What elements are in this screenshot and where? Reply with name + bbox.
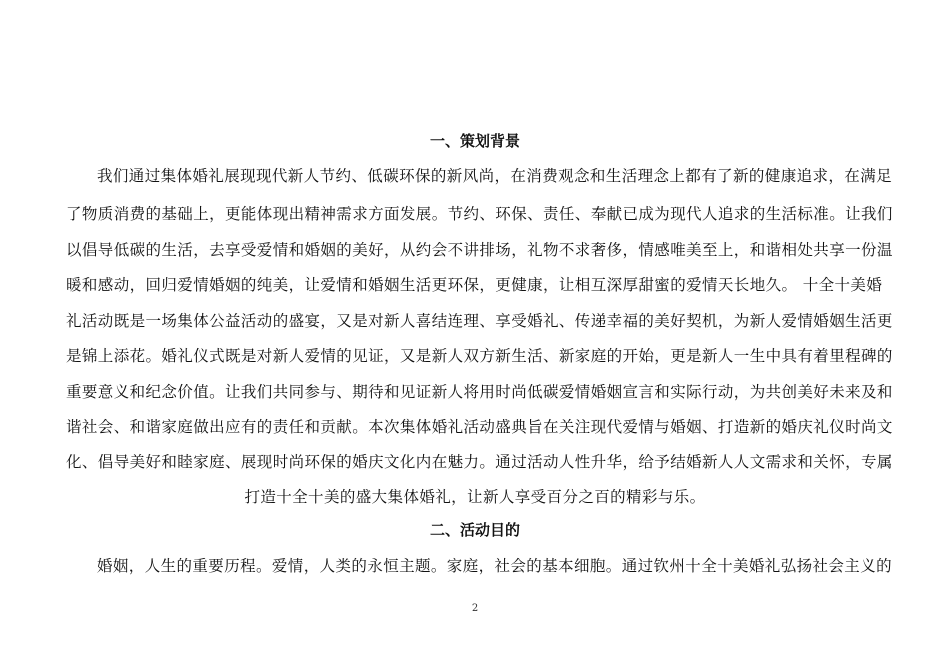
paragraph-line: 化、倡导美好和睦家庭、展现时尚环保的婚庆文化内在魅力。通过活动人性升华，给予结婚新人人文需求和关怀，专属 [66, 453, 893, 471]
paragraph-line: 重要意义和纪念价值。让我们共同参与、期待和见证新人将用时尚低碳爱情婚姻宣言和实际行动，为共创美好未来及和 [66, 383, 893, 401]
section-heading-background: 一、策划背景 [429, 132, 520, 150]
paragraph-line: 谐社会、和谐家庭做出应有的责任和贡献。本次集体婚礼活动盛典旨在关注现代爱情与婚姻、打造新的婚庆礼仪时尚文 [66, 418, 893, 436]
paragraph-line: 我们通过集体婚礼展现现代新人节约、低碳环保的新风尚，在消费观念和生活理念上都有了新的健康追求，在满足 [97, 167, 893, 185]
paragraph-line: 礼活动既是一场集体公益活动的盛宴，又是对新人喜结连理、享受婚礼、传递幸福的美好契机，为新人爱情婚姻生活更 [66, 312, 893, 330]
page-number: 2 [471, 603, 479, 614]
paragraph-line: 以倡导低碳的生活，去享受爱情和婚姻的美好，从约会不讲排场，礼物不求奢侈，情感唯美至上，和谐相处共享一份温 [66, 241, 893, 259]
paragraph-line: 是锦上添花。婚礼仪式既是对新人爱情的见证，又是新人双方新生活、新家庭的开始，更是新人一生中具有着里程碑的 [66, 347, 893, 365]
paragraph-line: 婚姻，人生的重要历程。爱情，人类的永恒主题。家庭，社会的基本细胞。通过钦州十全十美婚礼弘扬社会主义的 [97, 557, 893, 575]
section-heading-purpose: 二、活动目的 [429, 521, 520, 539]
paragraph-line: 暖和感动，回归爱情婚姻的纯美，让爱情和婚姻生活更环保，更健康，让相互深厚甜蜜的爱情天长地久。 十全十美婚 [66, 276, 883, 294]
paragraph-line-last: 打造十全十美的盛大集体婚礼，让新人享受百分之百的精彩与乐。 [244, 488, 706, 506]
paragraph-line: 了物质消费的基础上，更能体现出精神需求方面发展。节约、环保、责任、奉献已成为现代人追求的生活标准。让我们 [66, 205, 893, 223]
